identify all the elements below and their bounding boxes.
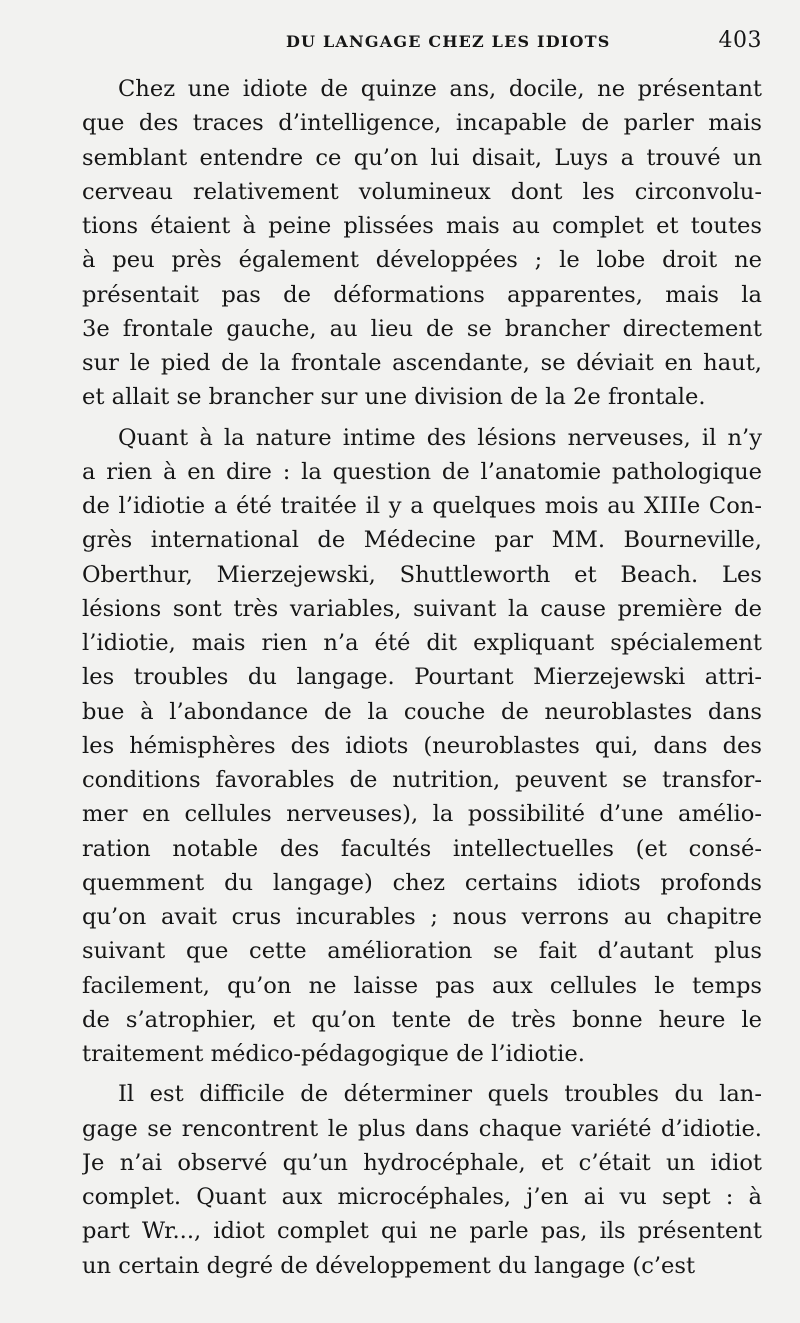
text-line: complet. Quant aux microcéphales, j’en ai vu sept : à xyxy=(82,1184,762,1210)
text-line: tions étaient à peine plissées mais au complet et toutes xyxy=(82,213,762,239)
text-line: de l’idiotie a été traitée il y a quelques mois au XIIIe Con- xyxy=(82,493,762,519)
running-title: DU LANGAGE CHEZ LES IDIOTS xyxy=(285,32,611,51)
page-number: 403 xyxy=(718,28,762,53)
text-line: de s’atrophier, et qu’on tente de très bonne heure le xyxy=(82,1006,762,1033)
paragraph xyxy=(82,72,762,415)
text-line: les troubles du langage. Pourtant Mierzejewski attri- xyxy=(82,664,762,691)
running-head xyxy=(82,28,762,68)
paragraph xyxy=(82,1077,762,1283)
text-line: à peu près également développées ; le lobe droit ne xyxy=(82,247,762,274)
text-line: semblant entendre ce qu’on lui disait, Luys a trouvé un xyxy=(82,144,762,171)
text-line: Il est difficile de déterminer quels troubles du lan- xyxy=(118,1081,762,1108)
text-line: sur le pied de la frontale ascendante, se déviait en haut, xyxy=(82,350,762,376)
text-line: et allait se brancher sur une division de la 2e frontale. xyxy=(82,384,706,411)
text-line: qu’on avait crus incurables ; nous verrons au chapitre xyxy=(82,904,762,930)
text-line: Quant à la nature intime des lésions nerveuses, il n’y xyxy=(118,424,762,451)
text-line: conditions favorables de nutrition, peuvent se transfor- xyxy=(82,767,762,793)
text-line: que des traces d’intelligence, incapable de parler mais xyxy=(82,110,762,137)
text-line: Oberthur, Mierzejewski, Shuttleworth et Beach. Les xyxy=(82,561,762,588)
text-line: bue à l’abondance de la couche de neuroblastes dans xyxy=(82,698,762,725)
text-line: Chez une idiote de quinze ans, docile, ne présentant xyxy=(118,76,762,102)
text-line: part Wr..., idiot complet qui ne parle pas, ils présentent xyxy=(82,1218,762,1245)
text-line: grès international de Médecine par MM. Bourneville, xyxy=(82,527,762,554)
text-line: facilement, qu’on ne laisse pas aux cellules le temps xyxy=(82,972,762,999)
text-line: gage se rencontrent le plus dans chaque variété d’idiotie. xyxy=(82,1115,762,1142)
text-line: les hémisphères des idiots (neuroblastes qui, dans des xyxy=(82,732,762,759)
text-line: présentait pas de déformations apparentes, mais la xyxy=(82,281,762,308)
text-line: 3e frontale gauche, au lieu de se brancher directement xyxy=(82,315,762,342)
text-line: ration notable des facultés intellectuelles (et consé- xyxy=(82,835,762,862)
paragraph xyxy=(82,421,762,1072)
text-line: l’idiotie, mais rien n’a été dit expliquant spécialement xyxy=(82,630,762,656)
text-line: mer en cellules nerveuses), la possibilité d’une amélio- xyxy=(82,801,762,828)
text-line: Je n’ai observé qu’un hydrocéphale, et c’était un idiot xyxy=(82,1149,762,1176)
text-line: suivant que cette amélioration se fait d’autant plus xyxy=(82,938,762,965)
text-line: un certain degré de développement du langage (c’est xyxy=(82,1252,696,1279)
text-line: cerveau relativement volumineux dont les circonvolu- xyxy=(82,178,762,205)
text-line: lésions sont très variables, suivant la cause première de xyxy=(82,595,762,622)
text-line: a rien à en dire : la question de l’anatomie pathologique xyxy=(82,458,762,485)
text-line: traitement médico-pédagogique de l’idiotie. xyxy=(82,1041,585,1067)
body-text xyxy=(82,72,762,1283)
text-line: quemment du langage) chez certains idiots profonds xyxy=(82,869,762,896)
